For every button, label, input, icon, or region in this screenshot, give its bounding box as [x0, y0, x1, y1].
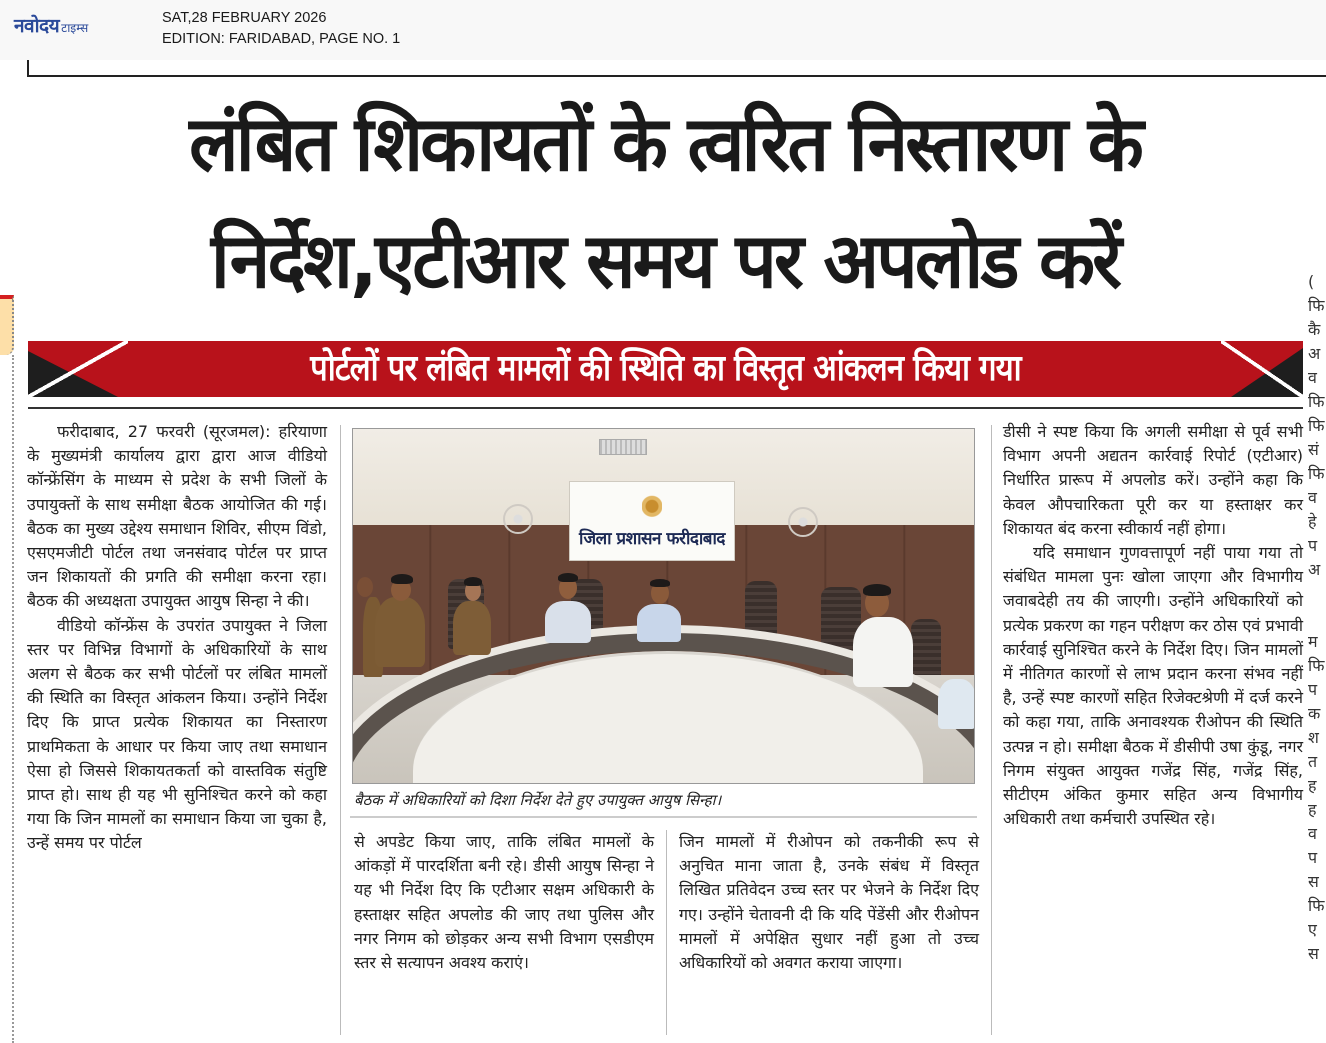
logo-sub-text: टाइम्स — [61, 21, 89, 35]
meeting-photo — [352, 428, 975, 784]
edition-header-bar — [0, 0, 1326, 60]
article-column-3 — [679, 830, 979, 975]
article-column-4 — [1003, 420, 1303, 831]
district-admin-signboard — [569, 481, 735, 561]
signboard-text: जिला प्रशासन फरीदाबाद — [579, 529, 725, 549]
article-dateline: फरीदाबाद, 27 फरवरी (सूरजमल): हरियाणा के मुख्यमंत्री कार्यालय द्वारा द्वारा आज वीडियो कॉन्फ्रेंसिंग के माध्यम से प्रदेश के सभी जिलों के उपायुक्तों के साथ समीक्षा बैठक आयोजित की गई। बैठक का मुख्य उद्देश्य समाधान शिविर, सीएम विंडो, एसएमजीटी पोर्टल तथा जनसंवाद पोर्टल पर प्राप्त जन शिकायतों की प्रगति की समीक्षा करना रहा। बैठक की अध्यक्षता उपायुक्त आयुष सिन्हा ने की। — [27, 422, 327, 611]
article-paragraph: वीडियो कॉन्फ्रेंस के उपरांत उपायुक्त ने जिला स्तर पर विभिन्न विभागों के अधिकारियों के साथ अलग से बैठक कर सभी पोर्टलों पर लंबित मामलों की स्थिति का विस्तृत आंकलन किया। उन्होंने निर्देश दिए कि प्राप्त प्रत्येक शिकायत का निस्तारण प्राथमिकता के आधार पर किया जाए तथा समाधान ऐसा हो जिससे शिकायतकर्ता को वास्तविक संतुष्टि प्राप्त हो। साथ ही यह भी सुनिश्चित करने को कहा गया कि जिन मामलों का समाधान किया जा चुका है, उन्हें समय पर पोर्टल — [27, 615, 327, 853]
wall-fan-icon — [503, 504, 533, 534]
edition-meta — [162, 8, 400, 50]
adjacent-article-fragment: ( फि कै अ व फि फि सं फि व हे प अ म फि प क श त ह ह व प स फि ए स — [1308, 272, 1325, 963]
article-paragraph: यदि समाधान गुणवत्तापूर्ण नहीं पाया गया तो संबंधित मामला पुनः खोला जाएगा और विभागीय जवाबदेही तय की जाएगी। उन्होंने अधिकारियों को प्रत्येक प्रकरण का गहन परीक्षण कर ठोस एवं प्रभावी कार्रवाई सुनिश्चित करने के निर्देश दिए। जिन मामलों में नीतिगत कारणों से लाभ प्रदान करना संभव नहीं है, उन्हें स्पष्ट कारणों सहित रिजेक्टश्रेणी में दर्ज करने को कहा गया, ताकि अनावश्यक रीओपन की स्थिति उत्पन्न न हो। समीक्षा बैठक में डीसीपी उषा कुंडू, नगर निगम संयुक्त आयुक्त गजेंद्र सिंह, गजेंद्र सिंह, सीटीएम अंकित कुमार सहित अन्य विभागीय अधिकारी तथा कर्मचारी उपस्थित रहे। — [1003, 543, 1303, 829]
headline-line-2: निर्देश,एटीआर समय पर अपलोड करें — [210, 216, 1120, 305]
cut-line-divider — [12, 355, 14, 1043]
ac-vent — [599, 439, 647, 455]
edition-page: EDITION: FARIDABAD, PAGE NO. 1 — [162, 31, 401, 47]
wall-fan-icon — [788, 507, 818, 537]
adjacent-clipping-edge — [0, 295, 14, 355]
headline-line-1: लंबित शिकायतों के त्वरित निस्तारण के — [189, 99, 1141, 188]
banner-right-stripe — [1221, 341, 1303, 397]
state-emblem-icon — [642, 492, 662, 518]
article-column-1 — [27, 420, 327, 856]
caption-rule — [350, 816, 977, 818]
subheadline-text: पोर्टलों पर लंबित मामलों की स्थिति का विस्तृत आंकलन किया गया — [310, 348, 1021, 389]
article-paragraph: डीसी ने स्पष्ट किया कि अगली समीक्षा से पूर्व सभी विभाग अपनी अद्यतन कार्रवाई रिपोर्ट (एटीआर) निर्धारित प्रारूप में अपलोड करें। उन्होंने कहा कि केवल औपचारिकता पूरी कर या हस्ताक्षर कर शिकायत बंद करना स्वीकार्य नहीं होगा। — [1003, 422, 1303, 538]
banner-left-stripe — [28, 341, 128, 397]
article-column-2 — [354, 830, 654, 975]
banner-underline-rule — [28, 407, 1303, 409]
column-divider — [666, 830, 667, 1035]
subheadline-banner — [28, 341, 1303, 397]
article-paragraph: से अपडेट किया जाए, ताकि लंबित मामलों के आंकड़ों में पारदर्शिता बनी रहे। डीसी आयुष सिन्हा ने यह भी निर्देश दिए कि एटीआर सक्षम अधिकारी के हस्ताक्षर सहित अपलोड की जाए तथा पुलिस और नगर निगम को छोड़कर अन्य सभी विभाग एसडीएम स्तर से सत्यापन अवश्य कराएं। — [354, 832, 654, 973]
column-divider — [340, 425, 341, 1035]
newspaper-logo — [14, 12, 88, 38]
article-paragraph: जिन मामलों में रीओपन को तकनीकी रूप से अनुचित माना जाता है, उनके संबंध में विस्तृत लिखित प्रतिवेदन उच्च स्तर पर भेजने के निर्देश दिए गए। उन्होंने चेतावनी दी कि यदि पेंडेंसी और रीओपन मामलों में अपेक्षित सुधार नहीं हुआ तो उच्च अधिकारियों को अवगत कराया जाएगा। — [679, 832, 979, 973]
edition-date: SAT,28 FEBRUARY 2026 — [162, 10, 327, 26]
photo-caption: बैठक में अधिकारियों को दिशा निर्देश देते हुए उपायुक्त आयुष सिन्हा। — [354, 791, 722, 809]
column-divider — [991, 425, 992, 1035]
clipping-frame-line — [27, 60, 1326, 77]
logo-main-text: नवोदय — [14, 15, 60, 37]
